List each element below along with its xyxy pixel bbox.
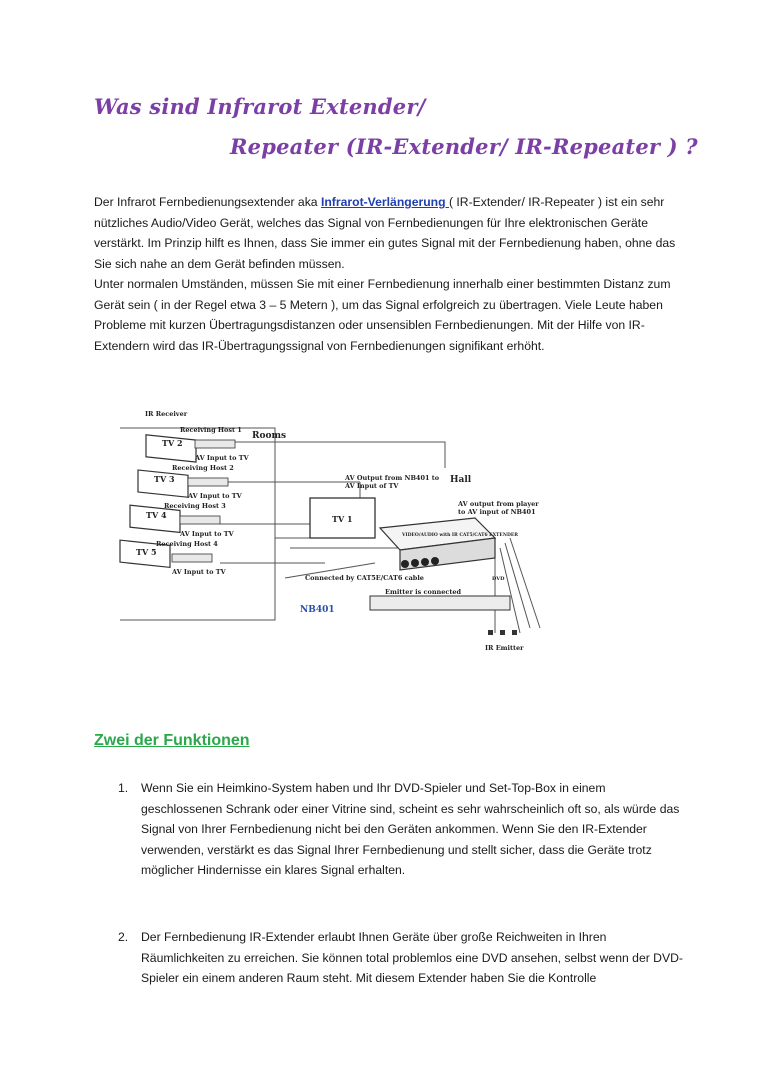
receiving-host-label-3: Receiving Host 3 xyxy=(164,502,226,510)
intro-text-after-link: ( IR-Extender/ IR-Repeater ) ist ein sehr nützliches Audio/Video Gerät, welches das Signal von Fernbedienungen für Ihre elektronischen Geräte verstärkt. Im Prinzip hilft es Ihnen, dass Sie immer ein gutes Signal mit der Fernbedienung haben, ohne das Sie sich nahe an dem Gerät befinden müssen. xyxy=(94,195,676,271)
document-title-line2: Repeater (IR-Extender/ IR-Repeater ) ? xyxy=(230,134,698,159)
list-item-text: Der Fernbedienung IR-Extender erlaubt Ihnen Geräte über große Reichweiten in Ihren Räumlichkeiten zu erreichen. Sie können total problemlos eine DVD ansehen, selbst wenn der DVD-Spieler ein einem anderen Raum steht. Mit diesem Extender haben Sie die Kontrolle xyxy=(141,930,683,986)
dvd-label: DVD xyxy=(492,576,505,582)
emitter-connected-label: Emitter is connected xyxy=(385,588,462,596)
ir-receiver-label: IR Receiver xyxy=(145,410,188,418)
receiving-host-label-4: Receiving Host 4 xyxy=(156,540,218,548)
tv-label-2: TV 2 xyxy=(162,438,183,448)
connected-cable-label: Connected by CAT5E/CAT6 cable xyxy=(305,574,424,582)
av-output-nb401-label: AV Output from NB401 to xyxy=(345,474,440,482)
intro-paragraph xyxy=(94,192,684,274)
list-item-text: Wenn Sie ein Heimkino-System haben und Ihr DVD-Spieler und Set-Top-Box in einem geschlossenen Schrank oder einer Vitrine sind, scheint es sehr wahrscheinlich oft so, als würde das Signal von Ihrer Fernbedienung nicht bei den Geräten ankommen. Wenn Sie den IR-Extender verwenden, verstärkt es das Signal Ihrer Fernbedienung und stellt sicher, dass die Geräte trotz möglicher Hindernisse ein klares Signal erhalten. xyxy=(141,781,680,878)
ir-extender-diagram xyxy=(100,398,570,660)
receiving-host-label-2: Receiving Host 2 xyxy=(172,464,234,472)
section-heading: Zwei der Funktionen xyxy=(94,732,250,749)
infrarot-verlaengerung-link[interactable]: Infrarot-Verlängerung xyxy=(320,195,449,209)
tv1-label: TV 1 xyxy=(332,514,353,524)
av-input-nb401-label: to AV input of NB401 xyxy=(458,508,536,516)
hall-label: Hall xyxy=(450,475,472,485)
receiving-host-label-1: Receiving Host 1 xyxy=(180,426,242,434)
av-output-player-label: AV output from player xyxy=(458,500,539,508)
av-input-label-4: AV Input to TV xyxy=(172,568,226,576)
av-input-label-3: AV Input to TV xyxy=(180,530,234,538)
av-input-of-tv-label: AV Input of TV xyxy=(345,482,399,490)
document-title-line1: Was sind Infrarot Extender/ xyxy=(94,94,426,119)
tv-label-5: TV 5 xyxy=(136,547,157,557)
tv-label-3: TV 3 xyxy=(154,474,175,484)
ir-emitter-label: IR Emitter xyxy=(485,644,524,652)
device-label: VIDEO/AUDIO with IR CAT5/CAT6 EXTENDER xyxy=(402,533,519,538)
list-item-number: 1. xyxy=(118,781,129,795)
model-label: NB401 xyxy=(300,605,335,615)
av-input-label-2: AV Input to TV xyxy=(188,492,242,500)
rooms-label: Rooms xyxy=(252,431,287,441)
intro-text-before-link: Der Infrarot Fernbedienungsextender aka xyxy=(94,195,321,209)
tv-label-4: TV 4 xyxy=(146,510,167,520)
av-input-label-1: AV Input to TV xyxy=(195,454,249,462)
normal-circumstances-paragraph: Unter normalen Umständen, müssen Sie mit einer Fernbedienung innerhalb einer bestimmten Distanz zum Gerät sein ( in der Regel etwa 3 – 5 Metern ), um das Signal erfolgreich zu übertragen. Viele Leute haben Probleme mit kurzen Übertragungsdistanzen oder unsensiblen Fernbedienungen. Mit der Hilfe von IR-Extendern wird das IR-Übertragungssignal von Fernbedienungen signifikant erhöht. xyxy=(94,277,671,353)
list-item-number: 2. xyxy=(118,930,129,944)
